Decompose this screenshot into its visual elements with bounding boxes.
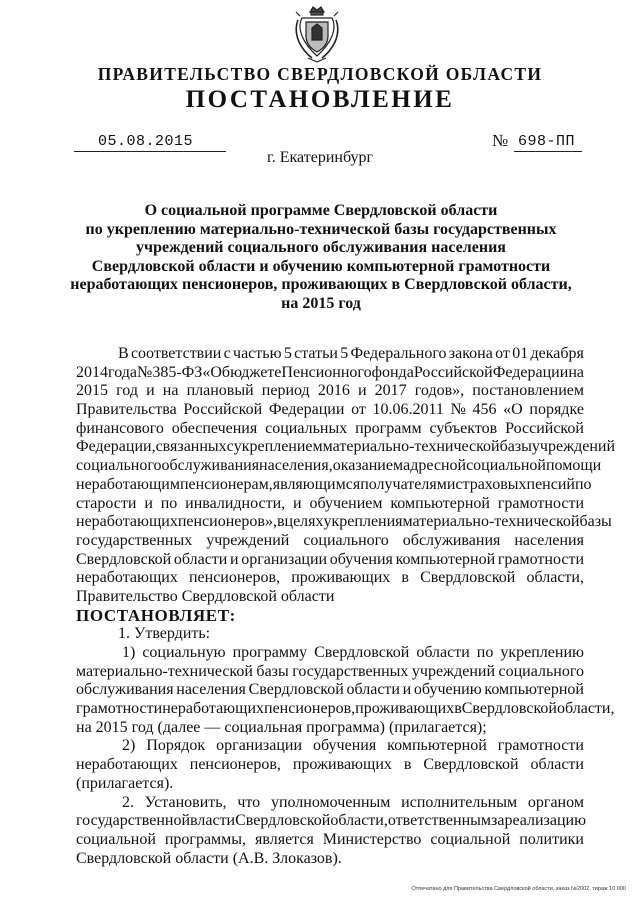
- word: 2014: [76, 363, 108, 381]
- word: от: [351, 401, 366, 419]
- word: на: [568, 363, 584, 381]
- word: пенсионеров,: [264, 700, 356, 718]
- word: Свердловской: [76, 550, 172, 568]
- print-footer: Отпечатано для Правительства Свердловской области, заказ №2002, тираж 10 000: [411, 886, 626, 892]
- word: базы: [579, 513, 612, 531]
- word: 2015: [76, 382, 108, 400]
- word: программу: [232, 644, 308, 661]
- text-line: Правительство Свердловской области: [76, 587, 335, 605]
- word: №: [450, 401, 466, 419]
- date-value: 05.08.2015: [98, 133, 194, 150]
- word: закона: [448, 345, 493, 362]
- text-line: [76, 475, 592, 495]
- word: грамотности: [497, 494, 584, 512]
- text-line: [76, 663, 584, 682]
- word: Правительства: [76, 401, 177, 419]
- word: обучения: [329, 550, 393, 568]
- item-2: [76, 793, 587, 869]
- word: реализацию: [504, 812, 587, 830]
- word: субъектов: [429, 419, 498, 437]
- word: и: [293, 494, 302, 512]
- word: 2016: [317, 382, 350, 400]
- word: старости: [76, 494, 137, 512]
- word: компьютерной: [484, 681, 584, 699]
- word: оказанием: [332, 457, 404, 475]
- word: компьютерной: [395, 550, 496, 568]
- word: адресной: [403, 457, 467, 475]
- word: обучению: [413, 681, 482, 699]
- title-line: неработающих пенсионеров, проживающих в Свердловской области,: [70, 276, 572, 294]
- text-line: Свердловской области (А.В. Злоказов).: [76, 849, 342, 867]
- word: Установить,: [144, 793, 227, 811]
- word: населения: [514, 531, 584, 549]
- word: Свердловской: [314, 644, 410, 661]
- item-1-intro: 1. Утвердить:: [118, 625, 211, 643]
- word: годов»,: [414, 382, 465, 400]
- word: области: [346, 681, 400, 699]
- word: Федерального: [350, 345, 447, 362]
- word: Федерации,: [76, 438, 156, 456]
- word: неработающих: [76, 569, 178, 587]
- number-sign: №: [492, 131, 509, 150]
- word: в: [454, 700, 462, 718]
- item-1-2: [76, 737, 584, 793]
- word: фонда: [371, 363, 414, 381]
- word: 2017: [374, 382, 407, 400]
- word: социальной: [76, 830, 156, 848]
- document-type: ПОСТАНОВЛЕНИЕ: [185, 86, 455, 113]
- word: проживающих: [291, 569, 391, 587]
- word: неработающих: [76, 513, 178, 531]
- word: связанных: [155, 438, 227, 456]
- text-line: [76, 401, 584, 420]
- word: 1): [122, 644, 136, 661]
- word: период: [261, 382, 310, 400]
- word: Российской: [183, 401, 263, 419]
- word: социального: [498, 662, 584, 680]
- word: области: [173, 550, 228, 568]
- word: Свердловской: [248, 681, 344, 699]
- word: государственных: [76, 531, 193, 549]
- word: обслуживания: [402, 531, 501, 549]
- word: социального: [303, 531, 389, 549]
- word: Свердловской: [423, 756, 519, 774]
- word: за: [491, 812, 505, 830]
- text-line: (прилагается).: [76, 774, 174, 792]
- word: статьи: [294, 345, 338, 362]
- word: власти: [190, 812, 236, 830]
- text-line: [76, 644, 584, 663]
- word: организации: [241, 550, 328, 568]
- word: грамотности: [497, 737, 584, 755]
- word: 456: [472, 401, 497, 419]
- word: с: [226, 438, 234, 456]
- word: являющимся: [272, 475, 361, 493]
- text-line: [76, 382, 584, 401]
- word: от: [495, 345, 510, 362]
- word: области: [416, 644, 470, 661]
- word: 5: [283, 345, 292, 362]
- word: Российской: [505, 419, 584, 437]
- word: Свердловской: [420, 569, 516, 587]
- word: укреплением: [233, 438, 323, 456]
- text-line: [76, 420, 584, 439]
- word: 01: [512, 345, 529, 362]
- word: год: [116, 382, 138, 400]
- word: обеспечения: [171, 419, 258, 437]
- word: постановлением: [472, 382, 584, 400]
- word: грамотности: [497, 550, 584, 568]
- word: и: [402, 681, 412, 699]
- word: социального: [76, 457, 162, 475]
- word: помощи: [545, 457, 602, 475]
- word: по: [574, 475, 592, 493]
- text-line: [76, 532, 584, 551]
- word: учреждений: [531, 438, 616, 456]
- word: компьютерной: [390, 494, 490, 512]
- title-line: Свердловской области и обучению компьютерной грамотности: [91, 257, 551, 275]
- word: Порядок: [146, 737, 206, 755]
- text-line: [76, 551, 584, 570]
- word: программы,: [164, 830, 247, 848]
- title-line: по укреплению материально-технической базы государственных: [85, 220, 557, 238]
- word: В: [118, 345, 129, 362]
- text-line: [76, 794, 584, 813]
- word: социальных: [265, 419, 348, 437]
- word: 2): [122, 737, 136, 755]
- word: органом: [527, 793, 584, 811]
- word: ответственным: [387, 812, 492, 830]
- number-value: 698-ПП: [518, 133, 576, 150]
- word: в: [276, 513, 285, 531]
- word: обучения: [313, 737, 377, 755]
- word: государственной: [76, 812, 191, 830]
- word: является: [255, 830, 314, 848]
- title-line: О социальной программе Свердловской области: [144, 202, 498, 219]
- text-line: [76, 513, 612, 532]
- word: пенсионеров»,: [177, 513, 277, 531]
- text-line: [76, 831, 584, 850]
- word: в: [403, 756, 412, 774]
- word: социальную: [142, 644, 226, 661]
- text-line: [76, 457, 602, 476]
- word: программ: [355, 419, 422, 437]
- word: Пенсионного: [281, 363, 372, 381]
- word: 10.06.2011: [372, 401, 444, 419]
- document-title: [60, 202, 582, 314]
- word: получателями: [360, 475, 456, 493]
- word: проживающих: [355, 700, 455, 718]
- resolves-heading: ПОСТАНОВЛЯЕТ:: [76, 605, 236, 625]
- word: пенсионеров,: [189, 756, 281, 774]
- word: «О: [202, 363, 222, 381]
- text-line: [76, 681, 584, 700]
- item-1-1: [76, 644, 615, 737]
- text-line: [76, 812, 587, 831]
- word: пенсий: [526, 475, 575, 493]
- word: материально-технической: [76, 662, 253, 680]
- text-line: [76, 438, 616, 457]
- word: и: [146, 382, 155, 400]
- text-line: [76, 364, 584, 383]
- word: и: [357, 382, 367, 400]
- word: учреждений: [411, 662, 496, 680]
- title-line: на 2015 год: [281, 294, 361, 312]
- word: по: [476, 644, 494, 661]
- word: области,: [556, 700, 615, 718]
- word: области: [530, 756, 584, 774]
- word: порядке: [529, 401, 584, 419]
- word: декабря: [530, 345, 584, 362]
- word: Российской: [413, 363, 493, 381]
- word: населения,: [259, 457, 333, 475]
- word: населения: [176, 681, 246, 699]
- word: политики: [519, 830, 584, 848]
- text-line: [76, 345, 584, 364]
- word: укрепления: [323, 513, 403, 531]
- word: социальной: [430, 830, 511, 848]
- word: Свердловской: [235, 812, 331, 830]
- word: «О: [503, 401, 523, 419]
- text-line: [76, 756, 584, 775]
- title-line: учреждений социального обслуживания населения: [136, 239, 506, 257]
- word: укреплению: [500, 644, 584, 661]
- word: неработающих: [76, 756, 178, 774]
- word: Федерации: [268, 401, 345, 419]
- word: №: [137, 363, 153, 381]
- word: исполнительным: [401, 793, 518, 811]
- word: что: [237, 793, 261, 811]
- word: организации: [216, 737, 303, 755]
- word: обслуживания: [76, 681, 174, 699]
- text-line: [76, 569, 584, 588]
- word: частью: [233, 345, 282, 362]
- word: целях: [284, 513, 324, 531]
- document-body: [76, 345, 616, 868]
- word: бюджете: [221, 363, 282, 381]
- word: области,: [526, 569, 584, 587]
- word: материально-технической: [322, 438, 500, 456]
- word: пенсионерам,: [179, 475, 273, 493]
- word: неработающим: [76, 475, 180, 493]
- word: и: [144, 494, 153, 512]
- word: 385-ФЗ: [152, 363, 203, 381]
- word: 2.: [122, 793, 134, 811]
- word: обслуживания: [161, 457, 260, 475]
- word: базы: [256, 662, 289, 680]
- organization-name: ПРАВИТЕЛЬСТВО СВЕРДЛОВСКОЙ ОБЛАСТИ: [97, 64, 543, 84]
- word: на: [162, 382, 179, 400]
- word: государственных: [292, 662, 409, 680]
- word: финансового: [76, 419, 164, 437]
- city: г. Екатеринбург: [266, 149, 374, 166]
- coat-of-arms-icon: [294, 6, 340, 64]
- word: 5: [340, 345, 349, 362]
- word: и: [230, 550, 239, 568]
- word: обучением: [309, 494, 383, 512]
- word: по: [160, 494, 178, 512]
- word: материально-технической: [402, 513, 580, 531]
- text-line: на 2015 год (далее — социальная программа) (прилагается);: [76, 718, 487, 736]
- text-line: [76, 700, 615, 719]
- word: Свердловской: [461, 700, 557, 718]
- word: области,: [330, 812, 388, 830]
- word: неработающих: [162, 700, 265, 718]
- word: базы: [499, 438, 532, 456]
- word: страховых: [455, 475, 527, 493]
- word: Министерство: [322, 830, 422, 848]
- word: учреждений: [206, 531, 290, 549]
- word: компьютерной: [387, 737, 487, 755]
- word: проживающих: [292, 756, 392, 774]
- word: грамотности: [76, 700, 163, 718]
- word: с: [223, 345, 231, 362]
- word: инвалидности,: [185, 494, 286, 512]
- word: уполномоченным: [270, 793, 391, 811]
- preamble-paragraph: [76, 345, 616, 607]
- text-line: [76, 737, 584, 756]
- word: Федерации: [492, 363, 569, 381]
- word: года: [108, 363, 137, 381]
- word: соответствии: [130, 345, 222, 362]
- word: в: [401, 569, 409, 587]
- word: плановый: [186, 382, 254, 400]
- word: пенсионеров,: [188, 569, 281, 587]
- text-line: [76, 495, 584, 514]
- word: социальной: [466, 457, 546, 475]
